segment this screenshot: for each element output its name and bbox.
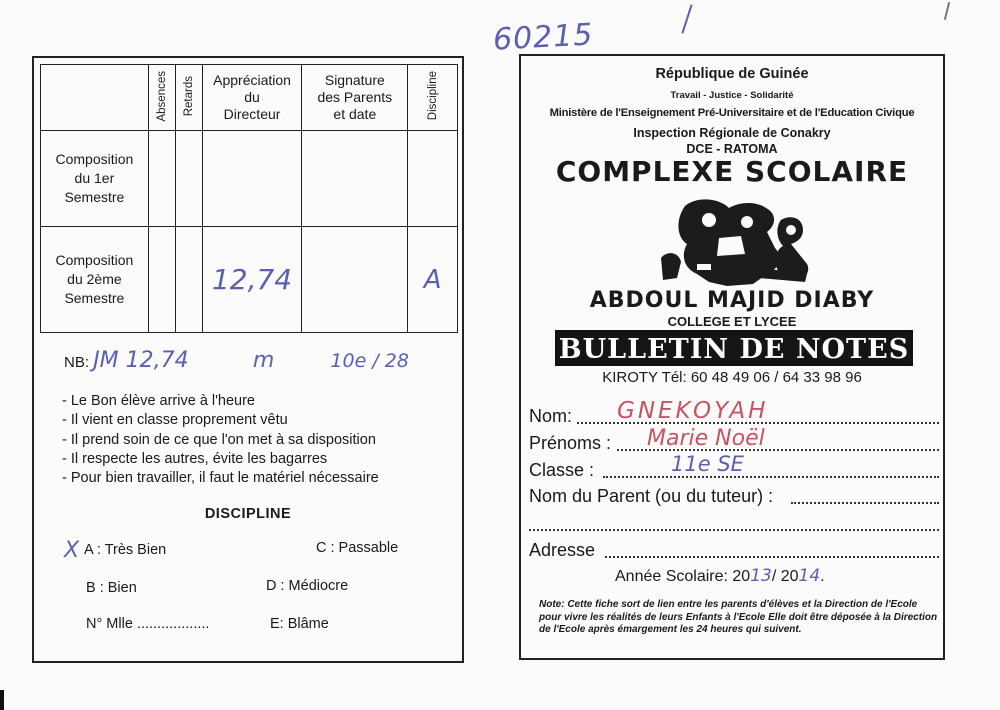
nb-moyenne: JM 12,74 xyxy=(93,348,189,373)
annee-sep: / 20 xyxy=(771,568,799,585)
retards-cell[interactable] xyxy=(175,131,202,227)
dce: DCE - RATOMA xyxy=(686,142,778,156)
row-label-semester-1: Composition du 1er Semestre xyxy=(41,131,149,227)
discipline-grade: A xyxy=(423,264,442,295)
pen-stroke xyxy=(681,4,692,33)
pen-stroke xyxy=(944,2,950,20)
nb-line xyxy=(64,348,409,373)
classe-value[interactable]: 11e SE xyxy=(671,452,744,476)
inspection: Inspection Régionale de Conakry xyxy=(633,126,831,140)
list-item: - Il respecte les autres, évite les bagarres xyxy=(62,450,328,467)
parent-label: Nom du Parent (ou du tuteur) : xyxy=(529,486,774,506)
absences-header: Absences xyxy=(148,65,175,131)
classe-line xyxy=(603,476,939,478)
annee-scolaire: Année Scolaire: 2013/ 2014. xyxy=(615,566,825,586)
bulletin-title: BULLETIN DE NOTES xyxy=(555,330,913,366)
mlle-number: N° Mlle .................. xyxy=(86,616,210,632)
absences-cell[interactable] xyxy=(148,131,175,227)
right-panel xyxy=(519,54,945,660)
left-panel xyxy=(32,56,464,663)
devise: Travail - Justice - Solidarité xyxy=(670,90,794,101)
discipline-header: Discipline xyxy=(408,65,458,131)
prenoms-value[interactable]: Marie Noël xyxy=(647,426,765,451)
nom-value[interactable]: GNEKOYAH xyxy=(617,398,769,424)
list-item: - Le Bon élève arrive à l'heure xyxy=(62,393,255,409)
signature-header: Signature des Parents et date xyxy=(302,65,408,131)
nb-rang: 10e / 28 xyxy=(330,350,409,372)
nb-label: NB: xyxy=(64,354,90,371)
list-item: - Il prend soin de ce que l'on met à sa disposition xyxy=(62,431,376,448)
classe-label: Classe : xyxy=(529,460,595,480)
rules-list xyxy=(62,392,379,488)
discipline-title: DISCIPLINE xyxy=(204,506,292,522)
appreciation-cell[interactable] xyxy=(202,227,302,333)
grades-table xyxy=(40,64,458,333)
empty-header-cell xyxy=(41,65,149,131)
college-lycee: COLLEGE ET LYCEE xyxy=(667,314,797,329)
nom-label: Nom: xyxy=(529,406,573,426)
ministere: Ministère de l'Enseignement Pré-Universitaire et de l'Education Civique xyxy=(549,107,915,119)
school-contact: KIROTY Tél: 60 48 49 06 / 64 33 98 96 xyxy=(602,369,862,386)
parent-line-2 xyxy=(529,529,939,531)
nb-mention: m xyxy=(252,348,275,373)
republique: République de Guinée xyxy=(655,66,809,82)
discipline-cell[interactable] xyxy=(408,227,458,333)
discipline-option-d: D : Médiocre xyxy=(266,578,349,594)
selected-mark: X xyxy=(64,538,80,563)
table-row xyxy=(41,131,458,227)
adresse-label: Adresse xyxy=(529,540,596,560)
appreciation-header: Appréciation du Directeur xyxy=(202,65,302,131)
list-item: - Il vient en classe proprement vêtu xyxy=(62,412,288,429)
appreciation-grade: 12,74 xyxy=(211,263,293,296)
list-item: - Pour bien travailler, il faut le matériel nécessaire xyxy=(62,470,379,487)
row-label-semester-2: Composition du 2ème Semestre xyxy=(41,227,149,333)
scan-mark xyxy=(0,690,4,710)
signature-cell[interactable] xyxy=(302,227,408,333)
discipline-option-c: C : Passable xyxy=(316,540,399,556)
prenoms-label: Prénoms : xyxy=(529,433,612,453)
annee-year-2[interactable]: 14 xyxy=(798,566,821,586)
discipline-cell[interactable] xyxy=(408,131,458,227)
discipline-option-e: E: Blâme xyxy=(270,616,329,632)
table-row xyxy=(41,227,458,333)
adresse-line xyxy=(605,556,939,558)
retards-cell[interactable] xyxy=(175,227,202,333)
appreciation-cell[interactable] xyxy=(202,131,302,227)
school-name: ABDOUL MAJID DIABY xyxy=(589,288,875,313)
note-text: Note: Cette fiche sort de lien entre les parents d'élèves et la Direction de l'Ecole pour vivre les réalités de leurs Enfants à l'Ecole Elle doit être déposée à la Direction de l'Ecole après émargement les 24 heures qui suivent. xyxy=(539,599,938,635)
parent-line xyxy=(791,502,939,504)
discipline-option-b: B : Bien xyxy=(86,580,137,596)
table-header-row xyxy=(41,65,458,131)
school-logo-icon xyxy=(657,198,821,288)
discipline-option-a: A : Très Bien xyxy=(84,542,167,558)
complexe-scolaire: COMPLEXE SCOLAIRE xyxy=(555,155,909,188)
annee-label: Année Scolaire: 20 xyxy=(615,568,751,585)
annee-year-1[interactable]: 13 xyxy=(750,566,772,586)
signature-cell[interactable] xyxy=(302,131,408,227)
absences-cell[interactable] xyxy=(148,227,175,333)
document-number: 60215 xyxy=(492,17,595,58)
retards-header: Retards xyxy=(175,65,202,131)
